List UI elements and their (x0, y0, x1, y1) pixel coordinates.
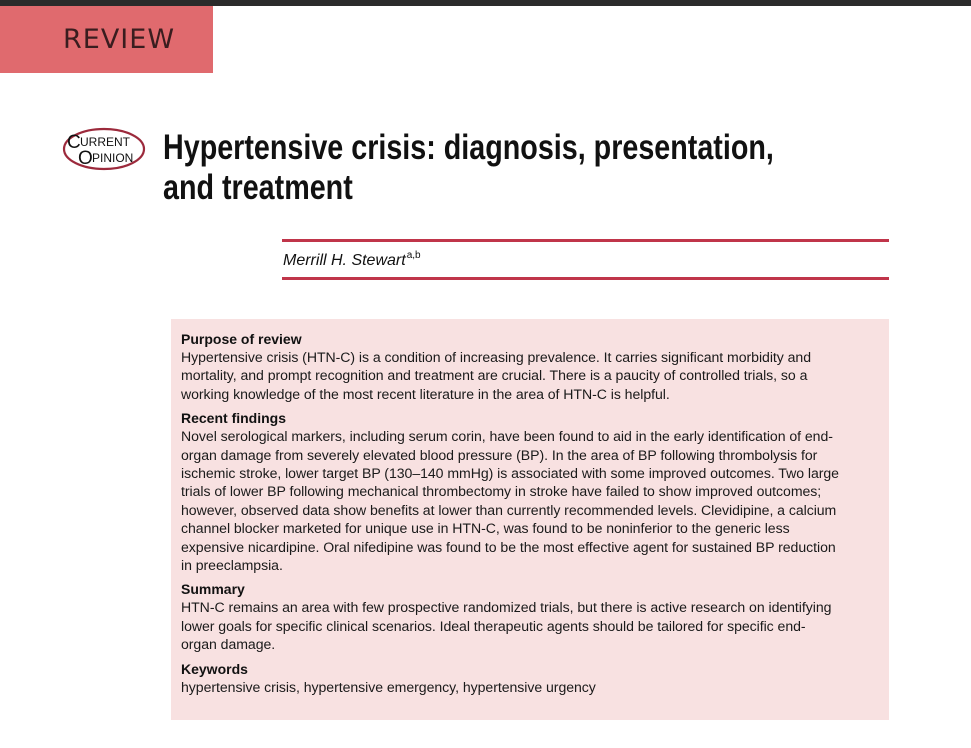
logo-letter-c: C (67, 132, 81, 153)
findings-line: trials of lower BP following mechanical thrombectomy in stroke have failed to show improved outcomes; (181, 483, 822, 500)
author-rule-bottom (282, 277, 889, 280)
purpose-line: Hypertensive crisis (HTN-C) is a condition of increasing prevalence. It carries significant morbidity and (181, 349, 811, 365)
findings-line: in preeclampsia. (181, 557, 283, 574)
author-name: Merrill H. Stewart (283, 252, 406, 269)
title-line-2: and treatment (163, 168, 353, 207)
findings-line: expensive nicardipine. Oral nifedipine was found to be the most effective agent for sustained BP reduction (181, 538, 836, 555)
keywords-line: hypertensive crisis, hypertensive emergency, hypertensive urgency (181, 678, 596, 695)
title-line-1: Hypertensive crisis: diagnosis, presentation, (163, 128, 774, 167)
findings-line: Novel serological markers, including serum corin, have been found to aid in the early identification of end- (181, 428, 833, 445)
summary-text (181, 598, 879, 653)
logo-text-bottom: PINION (92, 151, 134, 165)
findings-line: however, observed data show benefits at lower than currently recommended levels. Clevidipine, a calcium (181, 501, 837, 518)
findings-line: channel blocker marketed for unique use in HTN-C, was found to be noninferior to the generic less (181, 520, 790, 537)
abstract-box (171, 319, 889, 720)
section-label: REVIEW (0, 6, 213, 73)
logo-text-top: URRENT (80, 135, 130, 149)
summary-line: lower goals for specific clinical scenarios. Ideal therapeutic agents should be tailored for specific end- (181, 617, 806, 634)
findings-line: ischemic stroke, lower target BP (130–140 mmHg) is associated with some improved outcomes. Two large (181, 465, 839, 482)
author-affiliation: a,b (406, 250, 421, 261)
author-line (283, 250, 421, 270)
purpose-heading: Purpose of review (181, 331, 302, 347)
summary-line: organ damage. (181, 636, 276, 653)
current-opinion-logo (62, 127, 144, 169)
summary-line: HTN-C remains an area with few prospective randomized trials, but there is active research on identifying (181, 599, 832, 616)
summary-heading: Summary (181, 581, 245, 598)
author-rule-top (282, 239, 889, 242)
logo-letter-o: O (78, 148, 93, 169)
findings-text (181, 427, 879, 574)
findings-heading: Recent findings (181, 410, 287, 427)
purpose-line: mortality, and prompt recognition and treatment are crucial. There is a paucity of controlled trials, so a (181, 367, 808, 384)
article-title (163, 128, 868, 208)
keywords-text (181, 678, 879, 696)
purpose-text (181, 348, 879, 403)
findings-line: organ damage from severely elevated blood pressure (BP). In the area of BP following thrombolysis for (181, 446, 818, 463)
purpose-line: working knowledge of the most recent literature in the area of HTN-C is helpful. (181, 385, 670, 402)
keywords-heading: Keywords (181, 660, 248, 677)
